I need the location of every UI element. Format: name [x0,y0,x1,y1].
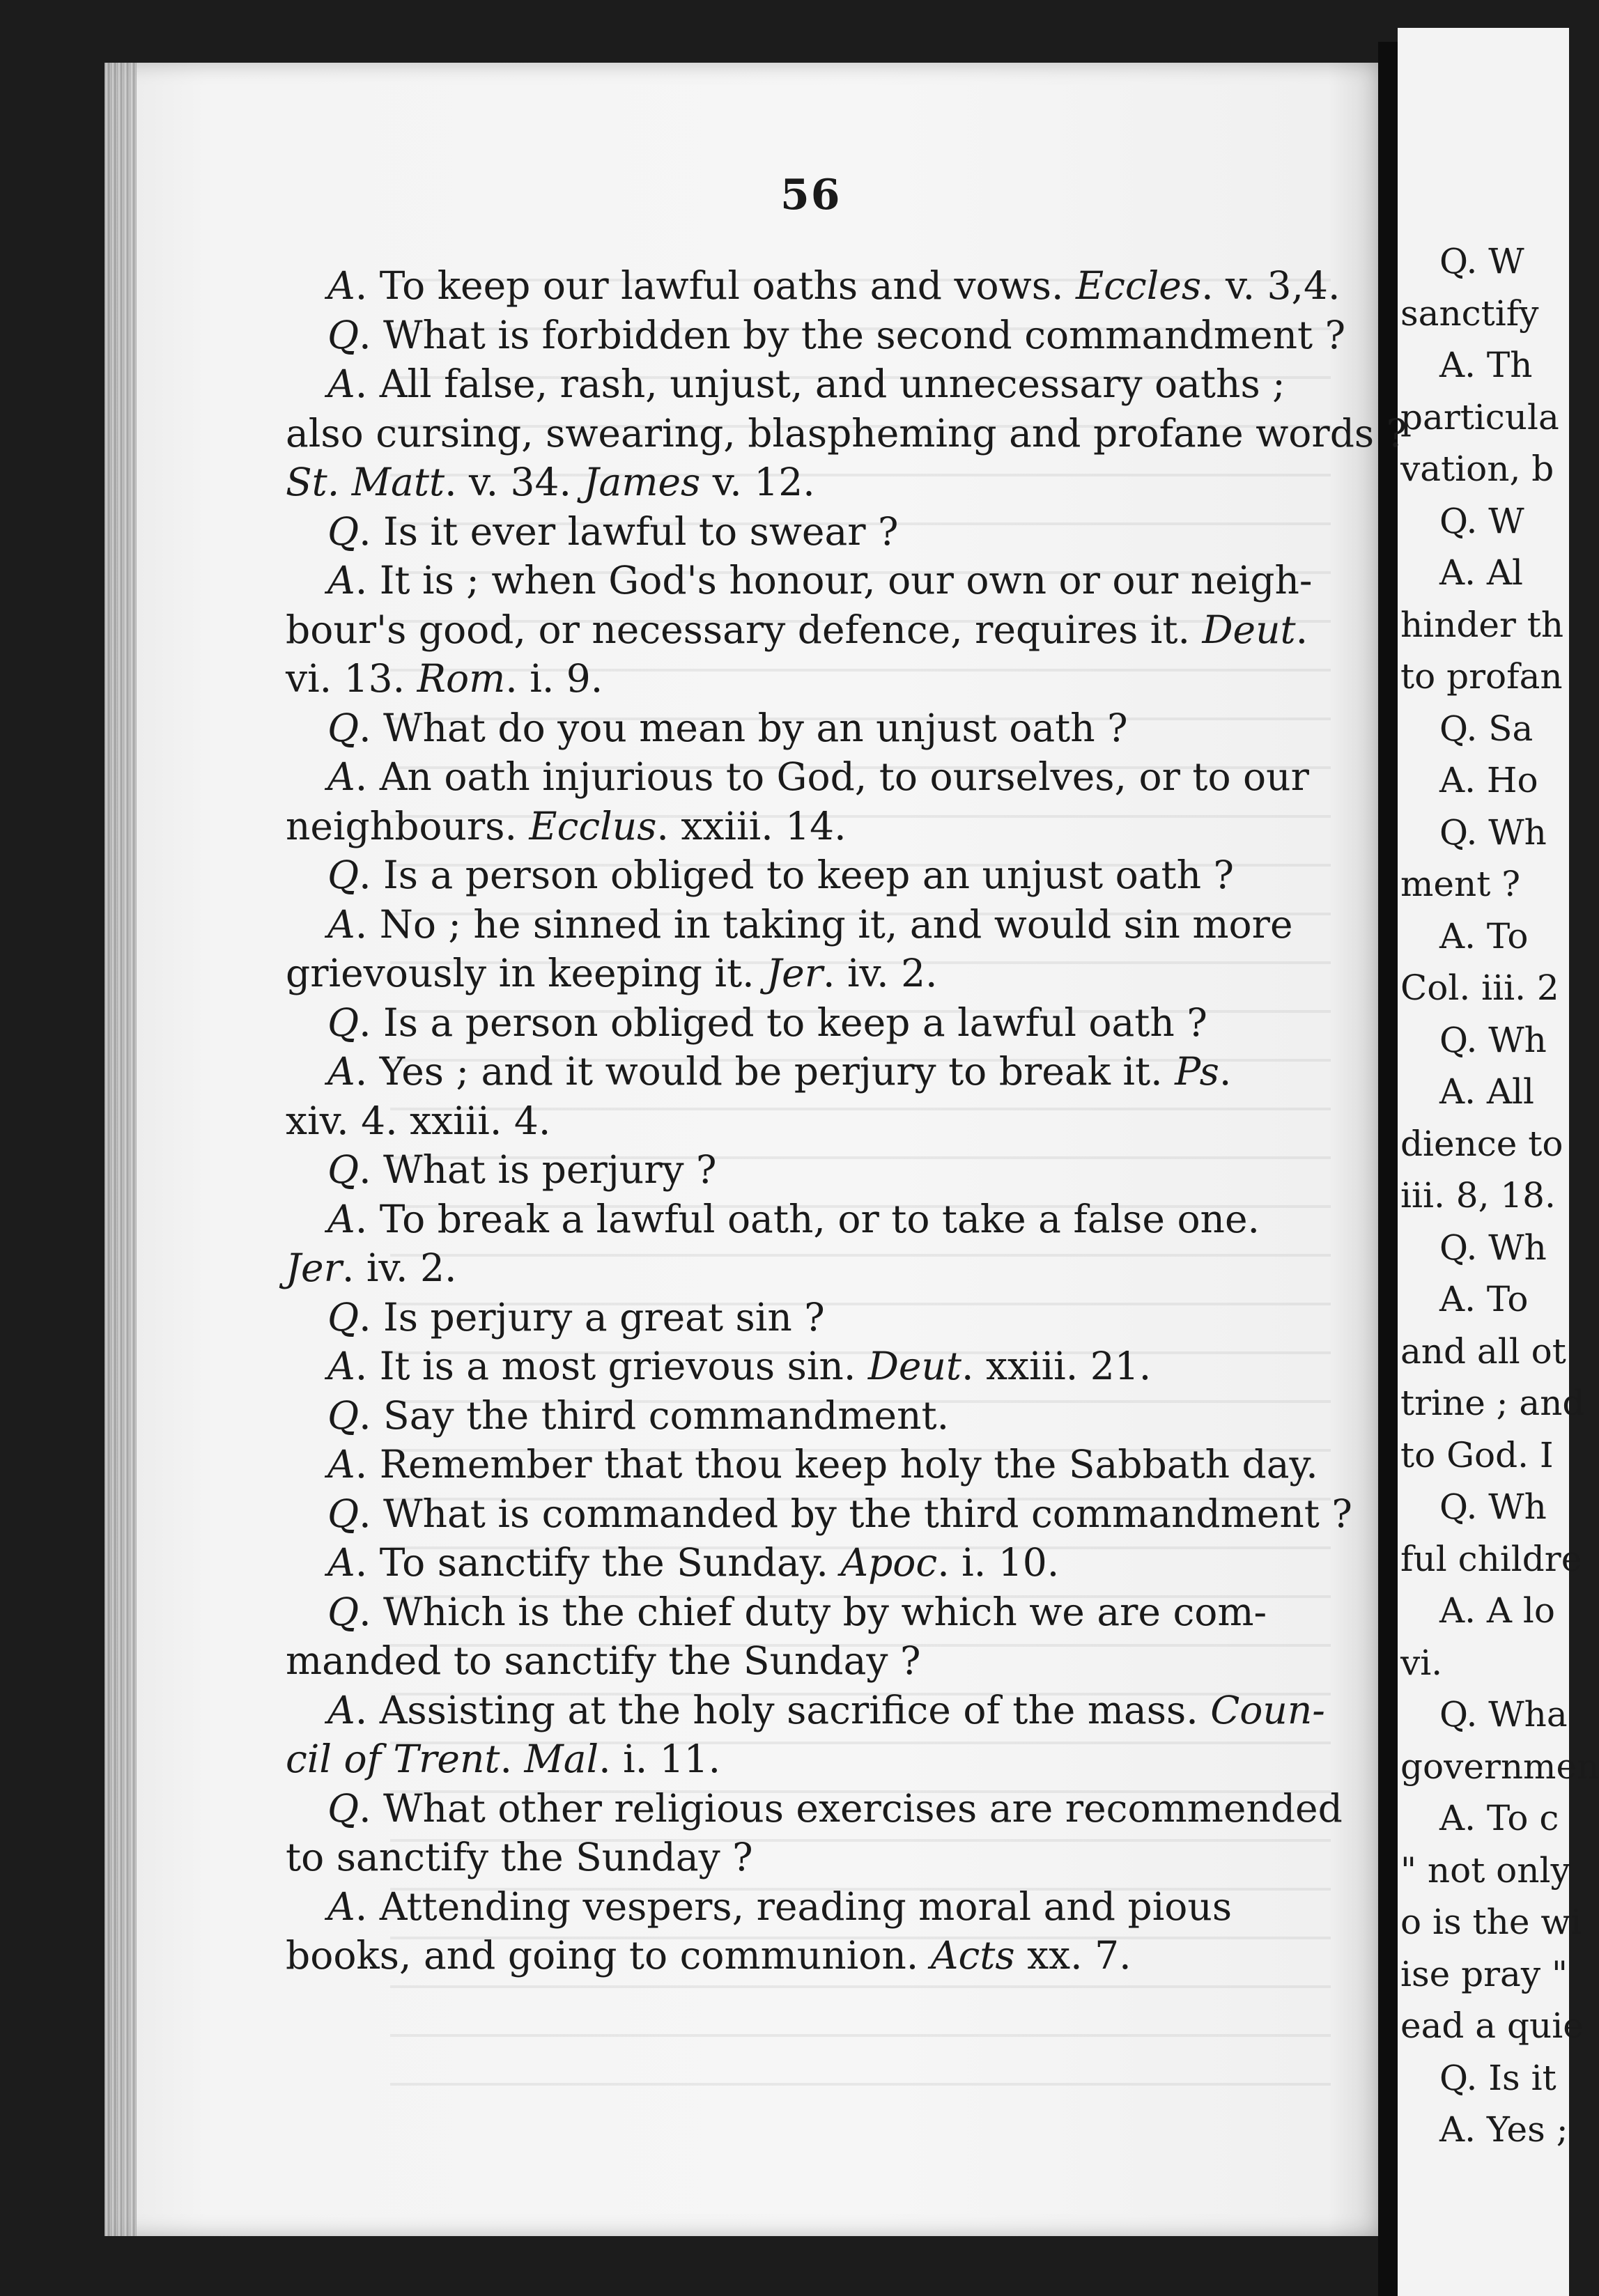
text-line [327,1197,1260,1241]
right-text-line: Q. Is it [1439,2057,1556,2098]
text-line [327,1393,949,1438]
text-line [327,1000,1207,1045]
right-text-line: to God. I [1400,1434,1554,1475]
text-span: . v. 3,4. [1201,263,1341,308]
text-span: to sanctify the Sunday ? [286,1835,753,1879]
text-line [327,1147,717,1192]
text-span: xx. 7. [1014,1933,1131,1978]
italic-span: cil of Trent [286,1737,500,1781]
text-line [327,754,1309,799]
text-line [286,607,1308,652]
book-gutter [1378,42,1398,2296]
right-text-line: vi. [1400,1642,1443,1683]
text-span: . It is a most grievous sin. [355,1344,868,1388]
text-line [286,804,847,848]
right-text-line: A. Yes ; [1439,2109,1568,2150]
right-text-line: Q. Wha [1439,1694,1568,1735]
text-line [327,1491,1352,1536]
page-edge [105,63,137,2236]
text-line [327,263,1341,308]
italic-span: A [327,1540,355,1585]
right-text-line: A. To [1439,1279,1529,1319]
right-text-line: Q. Wh [1439,1019,1547,1060]
text-line [286,1638,920,1683]
text-span: manded to sanctify the Sunday ? [286,1638,921,1683]
italic-span: A [327,1196,355,1241]
right-text-line: hinder th [1400,604,1564,645]
right-text-line: dience to [1400,1123,1563,1164]
text-line [286,1246,456,1290]
text-span: . To sanctify the Sunday. [355,1540,841,1585]
italic-span: Q [327,1491,360,1536]
right-text-line: vation, b [1400,449,1554,489]
italic-span: A [327,1884,355,1929]
right-text-line: particula [1400,396,1559,437]
right-text-line: Q. W [1439,241,1524,281]
text-line [286,411,1407,456]
italic-span: Coun- [1210,1687,1325,1732]
right-text-line: to profan [1400,656,1563,697]
text-span: books, and going to communion. [286,1933,931,1978]
text-span: v. 12. [700,460,815,504]
right-text-line: iii. 8, 18. [1400,1175,1556,1216]
italic-span: A [327,754,355,799]
text-line [327,1786,1343,1831]
italic-span: Mal [524,1737,599,1781]
italic-span: Q [327,1147,360,1192]
italic-span: Q [327,1393,360,1438]
text-span: grievously in keeping it. [286,951,767,995]
text-span: vi. 13. [286,656,417,701]
text-span: . What is forbidden by the second commandment ? [359,312,1346,357]
right-text-line: trine ; and [1400,1383,1585,1423]
italic-span: Eccles [1075,263,1202,308]
text-line [327,1590,1267,1634]
italic-span: A [327,558,355,603]
text-span: . Is a person obliged to keep an unjust oath ? [359,853,1235,897]
text-span: . Say the third commandment. [359,1393,950,1438]
italic-span: Q [327,853,360,897]
italic-span: Q [327,312,360,357]
text-span: . i. 11. [598,1737,721,1781]
right-text-line: o is the wi [1400,1902,1582,1942]
text-span: . Remember that thou keep holy the Sabbath day. [355,1442,1318,1487]
text-span: . xxiii. 21. [961,1344,1152,1388]
text-span: . [500,1737,525,1781]
text-span: . i. 10. [937,1540,1060,1585]
text-span: neighbours. [286,803,530,848]
text-span: . Is a person obliged to keep a lawful oath ? [359,1000,1207,1045]
text-span: . [1295,607,1308,652]
right-text-line: A. Al [1439,552,1523,593]
italic-span: A [327,1687,355,1732]
text-span: . To keep our lawful oaths and vows. [355,263,1076,308]
text-span: . Is it ever lawful to swear ? [359,509,899,554]
text-line [327,362,1285,406]
right-text-line: A. Ho [1439,760,1538,800]
text-line [286,1099,550,1143]
italic-span: Apoc [840,1540,938,1585]
right-text-line: ful childre [1400,1538,1582,1579]
italic-span: A [327,263,355,308]
text-line [327,1884,1232,1929]
right-text-line: A. To c [1439,1798,1559,1838]
text-span: xiv. 4. xxiii. 4. [286,1098,551,1143]
italic-span: Deut [1202,607,1296,652]
text-span: . Is perjury a great sin ? [359,1294,825,1340]
text-line [327,853,1234,897]
text-line [327,509,899,554]
right-text-line: Col. iii. 2 [1400,968,1559,1008]
text-line [327,558,1312,603]
right-text-line: ead a quie [1400,2006,1584,2046]
text-line [327,313,1345,357]
right-text-line: Q. Sa [1439,708,1534,749]
text-span: . xxiii. 14. [656,803,847,848]
right-text-line: A. A lo [1439,1590,1555,1631]
italic-span: Q [327,1785,360,1831]
right-text-line: sanctify [1400,293,1539,334]
text-line [327,902,1293,947]
text-span: . iv. 2. [341,1246,457,1290]
italic-span: Jer [766,951,823,995]
text-line [327,1442,1318,1487]
italic-span: A [327,362,355,406]
right-text-line: governmen [1400,1746,1599,1787]
right-text-line: and all ot [1400,1331,1566,1372]
right-text-line: A. To [1439,915,1529,956]
text-span: . Yes ; and it would be perjury to break it. [355,1049,1175,1094]
italic-span: A [327,1344,355,1388]
right-text-line: Q. Wh [1439,812,1547,853]
italic-span: Rom [417,656,506,701]
text-span: . To break a lawful oath, or to take a false one. [355,1196,1260,1241]
right-text-line: A. Th [1439,345,1533,385]
right-text-line: ment ? [1400,864,1520,904]
text-span: . [1219,1049,1232,1094]
right-text-line: Q. W [1439,500,1524,541]
text-span: . i. 9. [505,656,603,701]
italic-span: Jer [286,1246,342,1290]
italic-span: Q [327,1294,360,1340]
right-text-line: ise pray " [1400,1953,1568,1994]
italic-span: St. Matt [286,460,445,504]
text-line [327,1540,1059,1585]
text-span: bour's good, or necessary defence, requires it. [286,607,1203,652]
text-span: . iv. 2. [823,951,938,995]
italic-span: Ps [1175,1049,1219,1094]
text-line [327,706,1128,750]
text-line [327,1688,1325,1732]
italic-span: A [327,901,355,947]
italic-span: A [327,1442,355,1487]
text-line [286,1737,720,1781]
text-span: . What do you mean by an unjust oath ? [359,705,1128,750]
text-line [286,1933,1131,1978]
text-span: . All false, rash, unjust, and unnecessary oaths ; [355,362,1285,406]
italic-span: James [583,460,701,504]
text-span: . An oath injurious to God, to ourselves, or to our [355,754,1309,799]
right-page [1398,28,1599,2296]
italic-span: Q [327,1589,360,1634]
text-line [286,656,603,701]
italic-span: Ecclus [529,803,657,848]
text-span: . What is perjury ? [359,1147,717,1192]
right-text-line: " not only [1400,1849,1570,1891]
text-span: . What other religious exercises are recommended [359,1785,1343,1831]
right-text-line: Q. Wh [1439,1227,1547,1268]
text-span: . v. 34. [445,460,584,504]
italic-span: Deut [867,1344,961,1388]
text-span: . It is ; when God's honour, our own or our neigh- [355,558,1313,603]
page-number: 56 [780,171,842,219]
text-line [286,460,815,504]
italic-span: Q [327,509,360,554]
right-text-line: A. All [1439,1071,1534,1112]
text-line [286,1835,753,1879]
italic-span: A [327,1049,355,1094]
text-span: . No ; he sinned in taking it, and would sin more [355,901,1293,947]
italic-span: Acts [930,1933,1015,1978]
text-span: . What is commanded by the third commandment ? [359,1491,1352,1536]
text-span: also cursing, swearing, blaspheming and profane words ? [286,410,1407,456]
text-span: . Which is the chief duty by which we are com- [359,1589,1267,1634]
text-line [286,951,938,995]
text-span: . Attending vespers, reading moral and pious [355,1884,1233,1929]
text-line [327,1344,1151,1388]
italic-span: Q [327,705,360,750]
text-line [327,1049,1231,1094]
text-span: . Assisting at the holy sacrifice of the mass. [355,1687,1211,1732]
italic-span: Q [327,1000,360,1045]
right-text-line: Q. Wh [1439,1487,1547,1527]
text-line [327,1295,825,1340]
